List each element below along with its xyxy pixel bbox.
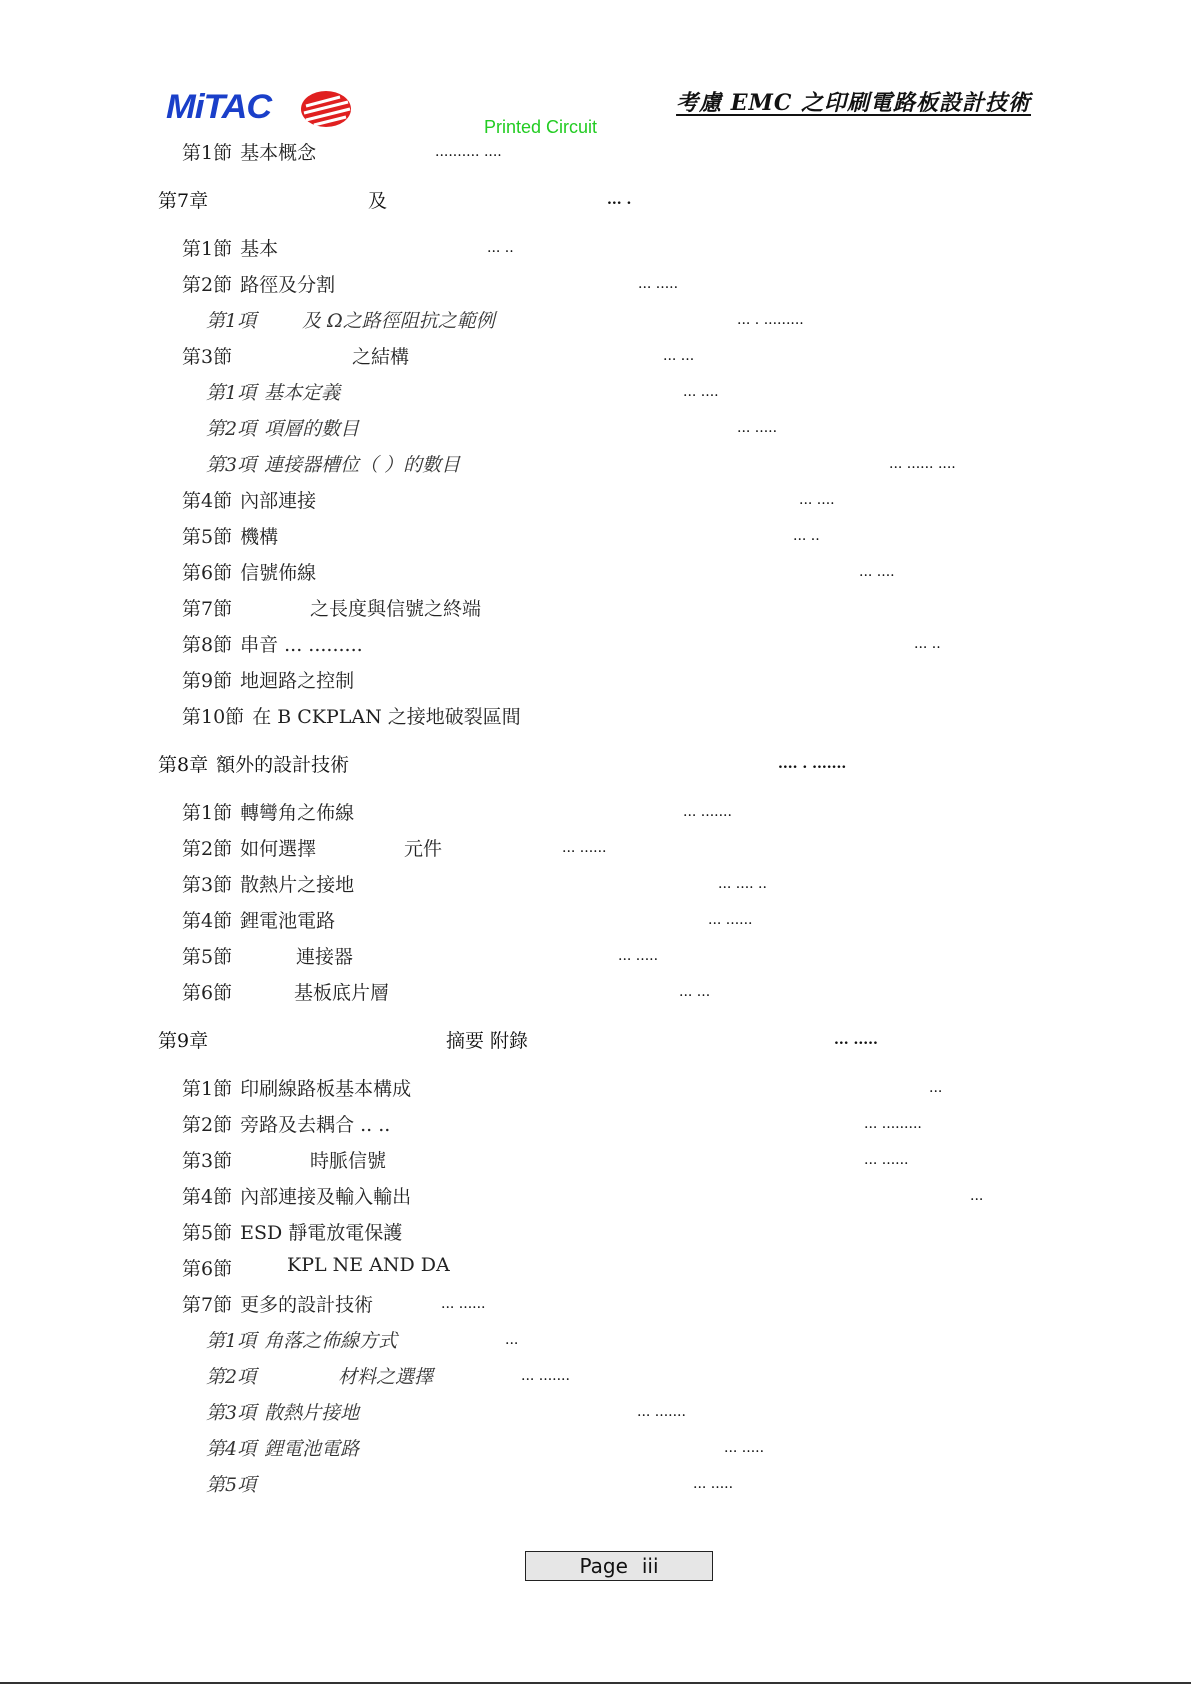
toc-leader-dots: ... . ......... [737, 312, 804, 328]
toc-entry-number: 第3項 [206, 1402, 257, 1424]
toc-entry-number: 第3節 [182, 346, 233, 368]
toc-entry-label: 基本 [240, 238, 279, 260]
toc-entry-label: ESD 靜電放電保護 [240, 1222, 403, 1244]
toc-section-entry[interactable] [182, 1254, 240, 1281]
toc-entry-label: 更多的設計技術 [240, 1294, 374, 1316]
toc-leader-dots: ... ..... [618, 948, 659, 964]
toc-section-entry[interactable] [182, 1290, 373, 1317]
toc-item-entry[interactable] [206, 1326, 397, 1353]
toc-leader-dots: ... ..... [834, 1032, 878, 1048]
toc-item-entry[interactable] [206, 1398, 359, 1425]
toc-entry-number: 第2節 [182, 1114, 233, 1136]
toc-entry-label: 基本定義 [264, 382, 341, 404]
toc-entry-label: 路徑及分割 [240, 274, 336, 296]
toc-entry-number: 第5節 [182, 1222, 233, 1244]
toc-entry-number: 第7章 [158, 190, 209, 212]
toc-leader-dots: ... .. [914, 636, 941, 652]
toc-section-entry[interactable] [182, 270, 335, 297]
toc-leader-dots: ... ....... [637, 1404, 686, 1420]
toc-entry-label: 角落之佈線方式 [264, 1330, 398, 1352]
toc-entry-number: 第4項 [206, 1438, 257, 1460]
page-label: Page [579, 1554, 628, 1578]
toc-entry-label: 轉彎角之佈線 [240, 802, 355, 824]
toc-leader-dots: ... [505, 1332, 519, 1348]
toc-leader-dots: ... .... [683, 384, 719, 400]
toc-section-entry[interactable] [182, 522, 278, 549]
toc-section-entry[interactable] [182, 558, 316, 585]
toc-section-entry[interactable] [182, 138, 316, 165]
toc-leader-dots: .... . ....... [778, 756, 847, 772]
subtitle: Printed Circuit [484, 117, 598, 137]
toc-entry-label: 散熱片接地 [264, 1402, 360, 1424]
toc-entry-number: 第8節 [182, 634, 233, 656]
page-number: iii [641, 1554, 659, 1578]
toc-entry-label-fragment: 及 [368, 190, 388, 212]
toc-entry-number: 第2項 [206, 418, 257, 440]
toc-leader-dots: ... [970, 1188, 984, 1204]
toc-leader-dots: ... ...... [562, 840, 607, 856]
toc-leader-dots: ... ..... [724, 1440, 765, 1456]
toc-entry-number: 第7節 [182, 598, 233, 620]
toc-leader-dots: ... [929, 1080, 943, 1096]
toc-leader-dots: ... .... [859, 564, 895, 580]
toc-section-entry[interactable] [182, 870, 354, 897]
toc-entry-label-fragment: 及 Ω之路徑阻抗之範例 [302, 310, 495, 332]
toc-entry-number: 第6節 [182, 982, 233, 1004]
toc-entry-label: 鋰電池電路 [240, 910, 336, 932]
toc-entry-number: 第1節 [182, 1078, 233, 1100]
toc-entry-label-fragment: 摘要 附錄 [446, 1030, 529, 1052]
toc-entry-label: 在 B CKPLAN 之接地破裂區間 [252, 706, 521, 728]
toc-entry-number: 第3項 [206, 454, 257, 476]
toc-entry-label-fragment: 元件 [404, 838, 443, 860]
toc-entry-label: 如何選擇 [240, 838, 317, 860]
toc-entry-number: 第5節 [182, 946, 233, 968]
toc-item-entry[interactable] [206, 450, 460, 477]
toc-entry-label-fragment: 時脈信號 [310, 1150, 387, 1172]
toc-entry-number: 第4節 [182, 910, 233, 932]
page-number-box [525, 1551, 713, 1581]
document-title: 考慮 EMC 之印刷電路板設計技術 [676, 90, 1031, 116]
bottom-rule [0, 1682, 1191, 1684]
toc-entry-number: 第4節 [182, 1186, 233, 1208]
toc-leader-dots: .......... .... [435, 144, 502, 160]
toc-leader-dots: ... ...... [864, 1152, 909, 1168]
toc-section-entry[interactable] [182, 486, 316, 513]
toc-section-entry[interactable] [182, 666, 354, 693]
toc-leader-dots: ... ....... [521, 1368, 570, 1384]
toc-item-entry[interactable] [206, 1362, 264, 1389]
toc-entry-number: 第4節 [182, 490, 233, 512]
toc-item-entry[interactable] [206, 414, 359, 441]
toc-section-entry[interactable] [182, 834, 316, 861]
toc-entry-number: 第5節 [182, 526, 233, 548]
toc-entry-label-fragment: 連接器 [296, 946, 354, 968]
toc-leader-dots: ... .. [793, 528, 820, 544]
toc-leader-dots: ... ...... .... [889, 456, 956, 472]
toc-entry-label: 信號佈線 [240, 562, 317, 584]
toc-entry-number: 第6節 [182, 1258, 233, 1280]
toc-section-entry[interactable] [182, 906, 335, 933]
toc-entry-number: 第8章 [158, 754, 209, 776]
toc-section-entry[interactable] [182, 1146, 240, 1173]
toc-section-entry[interactable] [182, 978, 240, 1005]
toc-entry-label: 印刷線路板基本構成 [240, 1078, 412, 1100]
toc-section-entry[interactable] [182, 1182, 411, 1209]
toc-leader-dots: ... ... [663, 348, 695, 364]
toc-entry-number: 第1項 [206, 310, 257, 332]
toc-entry-label-fragment: 之結構 [352, 346, 410, 368]
toc-entry-label: 額外的設計技術 [216, 754, 350, 776]
toc-leader-dots: ... .... [799, 492, 835, 508]
toc-leader-dots: ... ..... [737, 420, 778, 436]
toc-section-entry[interactable] [182, 702, 521, 729]
toc-entry-number: 第1節 [182, 238, 233, 260]
toc-entry-number: 第3節 [182, 874, 233, 896]
toc-entry-number: 第2節 [182, 274, 233, 296]
toc-entry-number: 第7節 [182, 1294, 233, 1316]
toc-entry-label: 連接器槽位（ ）的數目 [264, 454, 461, 476]
toc-section-entry[interactable] [182, 1110, 390, 1137]
company-logo-text: MiTAC [166, 88, 272, 126]
toc-leader-dots: ... ... [679, 984, 711, 1000]
toc-item-entry[interactable] [206, 1470, 264, 1497]
toc-leader-dots: ... . [607, 192, 632, 208]
toc-entry-number: 第1項 [206, 1330, 257, 1352]
toc-entry-label: 旁路及去耦合 .. .. [240, 1114, 391, 1136]
toc-section-entry[interactable] [182, 342, 240, 369]
toc-leader-dots: ... .... .. [718, 876, 767, 892]
toc-entry-label-fragment: 之長度與信號之終端 [310, 598, 482, 620]
toc-entry-label: 地迴路之控制 [240, 670, 355, 692]
toc-entry-number: 第1節 [182, 802, 233, 824]
toc-entry-label: 散熱片之接地 [240, 874, 355, 896]
toc-leader-dots: ... ......... [864, 1116, 922, 1132]
toc-section-entry[interactable] [182, 798, 354, 825]
toc-section-entry[interactable] [182, 1218, 402, 1245]
toc-leader-dots: ... ...... [708, 912, 753, 928]
toc-item-entry[interactable] [206, 1434, 359, 1461]
toc-entry-label: 鋰電池電路 [264, 1438, 360, 1460]
toc-entry-number: 第9章 [158, 1030, 209, 1052]
toc-entry-label-fragment: 材料之選擇 [338, 1366, 434, 1388]
toc-entry-label: 內部連接及輸入輸出 [240, 1186, 412, 1208]
toc-entry-number: 第2節 [182, 838, 233, 860]
toc-entry-label: 機構 [240, 526, 279, 548]
toc-leader-dots: ... ....... [683, 804, 732, 820]
toc-entry-label: 基本概念 [240, 142, 317, 164]
toc-leader-dots: ... ..... [693, 1476, 734, 1492]
toc-entry-number: 第6節 [182, 562, 233, 584]
toc-section-entry[interactable] [182, 942, 240, 969]
toc-entry-number: 第2項 [206, 1366, 257, 1388]
toc-entry-number: 第9節 [182, 670, 233, 692]
toc-entry-label: 內部連接 [240, 490, 317, 512]
toc-item-entry[interactable] [206, 306, 264, 333]
toc-entry-number: 第3節 [182, 1150, 233, 1172]
toc-leader-dots: ... ...... [441, 1296, 486, 1312]
toc-entry-label-fragment: KPL NE AND DA [287, 1254, 450, 1276]
mitac-globe-icon [300, 90, 352, 128]
toc-section-entry[interactable] [182, 1074, 411, 1101]
toc-entry-number: 第10節 [182, 706, 245, 728]
toc-entry-label: 串音 ... ......... [240, 634, 363, 656]
toc-leader-dots: ... .. [487, 240, 514, 256]
toc-section-entry[interactable] [182, 594, 240, 621]
toc-leader-dots: ... ..... [638, 276, 679, 292]
toc-section-entry[interactable] [182, 630, 363, 657]
toc-entry-number: 第5項 [206, 1474, 257, 1496]
toc-section-entry[interactable] [182, 234, 278, 261]
toc-chapter-entry[interactable] [158, 750, 349, 777]
toc-entry-label-fragment: 基板底片層 [294, 982, 390, 1004]
toc-item-entry[interactable] [206, 378, 340, 405]
toc-entry-label: 項層的數目 [264, 418, 360, 440]
toc-chapter-entry[interactable] [158, 1026, 216, 1053]
toc-entry-number: 第1項 [206, 382, 257, 404]
toc-entry-number: 第1節 [182, 142, 233, 164]
toc-chapter-entry[interactable] [158, 186, 216, 213]
